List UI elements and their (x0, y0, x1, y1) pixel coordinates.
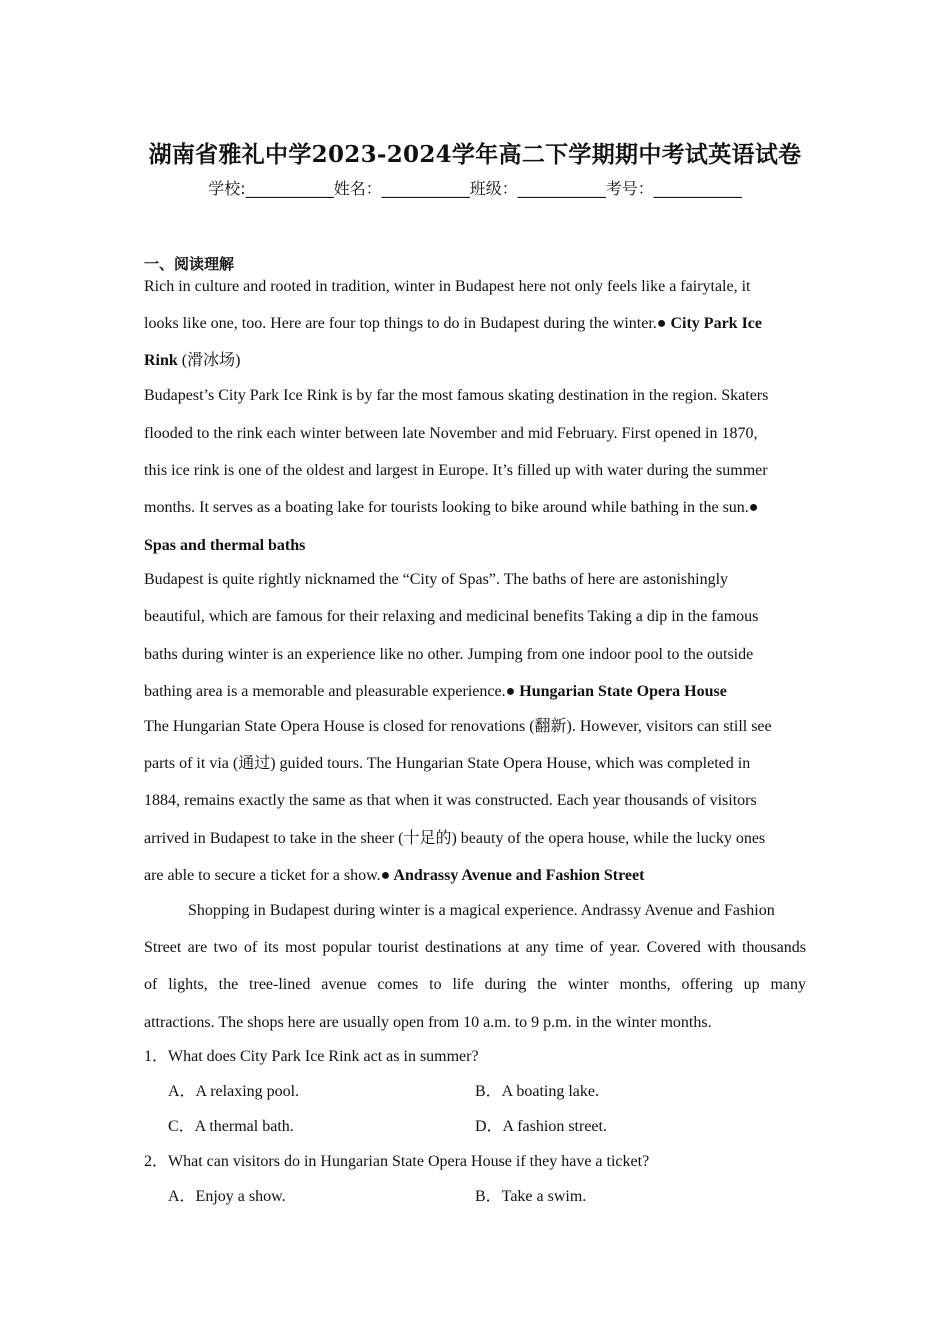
passage-line: Budapest’s City Park Ice Rink is by far the most famous skating destination in the region. Skaters (144, 387, 769, 404)
passage-line: beautiful, which are famous for their relaxing and medicinal benefits Taking a dip in the famous (144, 608, 759, 625)
passage-line (144, 314, 806, 334)
option-a: A．Enjoy a show. (168, 1188, 286, 1205)
section-heading: 一、阅读理解 (144, 255, 235, 273)
passage-line (144, 536, 806, 556)
passage-line: this ice rink is one of the oldest and largest in Europe. It’s filled up with water during the summer (144, 462, 768, 479)
passage-text: bathing area is a memorable and pleasurable experience. (144, 683, 506, 700)
subheading-opera-house: ● Hungarian State Opera House (505, 683, 727, 700)
passage-line (144, 682, 806, 702)
subheading-andrassy-avenue: ● Andrassy Avenue and Fashion Street (380, 867, 645, 884)
question-stem: 2．What can visitors do in Hungarian State Opera House if they have a ticket? (144, 1153, 650, 1170)
passage-line: parts of it via (通过) guided tours. The Hungarian State Opera House, which was completed in (144, 755, 751, 772)
passage-text: (滑冰场) (177, 352, 241, 369)
subheading-spas: Spas and thermal baths (144, 537, 306, 554)
passage-line: 1884, remains exactly the same as that when it was constructed. Each year thousands of visitors (144, 792, 757, 809)
passage-text: looks like one, too. Here are four top things to do in Budapest during the winter. (144, 315, 657, 332)
subheading-ice-rink: ● City Park Ice (656, 315, 762, 332)
passage-line (144, 866, 806, 886)
option-b: B．Take a swim. (475, 1188, 587, 1205)
passage-line: months. It serves as a boating lake for tourists looking to bike around while bathing in the sun.● (144, 499, 759, 516)
passage-line: baths during winter is an experience like no other. Jumping from one indoor pool to the outside (144, 646, 754, 663)
question-stem: 1．What does City Park Ice Rink act as in summer? (144, 1048, 479, 1065)
passage-line: of lights, the tree-lined avenue comes to life during the winter months, offering up many (144, 976, 806, 993)
passage-line: flooded to the rink each winter between late November and mid February. First opened in 1870, (144, 425, 758, 442)
passage-line: Street are two of its most popular tourist destinations at any time of year. Covered with thousands (144, 939, 806, 956)
passage-line: Shopping in Budapest during winter is a magical experience. Andrassy Avenue and Fashion (188, 902, 775, 919)
passage-line (144, 351, 806, 371)
option-a: A．A relaxing pool. (168, 1083, 300, 1100)
passage-line: Rich in culture and rooted in tradition, winter in Budapest here not only feels like a fairytale, it (144, 278, 751, 295)
passage-line: attractions. The shops here are usually open from 10 a.m. to 9 p.m. in the winter months. (144, 1014, 712, 1031)
passage-line: The Hungarian State Opera House is closed for renovations (翻新). However, visitors can still see (144, 718, 772, 735)
page-title: 湖南省雅礼中学2023-2024学年高二下学期期中考试英语试卷 (148, 141, 802, 168)
option-d: D．A fashion street. (475, 1118, 607, 1135)
subheading-ice-rink-cont: Rink (144, 352, 178, 369)
passage-line: arrived in Budapest to take in the sheer (十足的) beauty of the opera house, while the lucky ones (144, 830, 766, 847)
option-b: B．A boating lake. (475, 1083, 599, 1100)
student-info-line: 学校:___________姓名：___________班级：___________考号：___________ (208, 179, 742, 198)
passage-text: are able to secure a ticket for a show. (144, 867, 381, 884)
passage-line: Budapest is quite rightly nicknamed the “City of Spas”. The baths of here are astonishingly (144, 571, 729, 588)
option-c: C．A thermal bath. (168, 1118, 294, 1135)
